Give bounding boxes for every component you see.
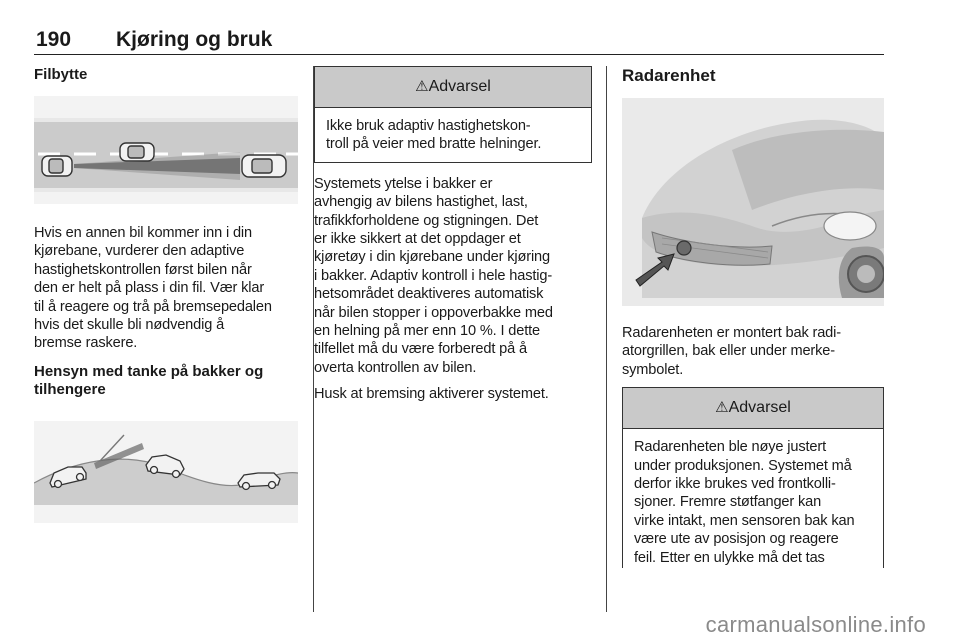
braking-note: Husk at bremsing aktiverer systemet.: [314, 386, 549, 403]
hills-text-line-6: i bakker. Adaptiv kontroll i hele hastig-: [314, 267, 553, 284]
lane-change-line-4: den er helt på plass i din fil. Vær klar: [34, 280, 265, 297]
warning-line-1: Ikke bruk adaptiv hastighetskon-: [326, 118, 531, 134]
warning-box-radar: [622, 387, 884, 568]
warning-line-2: troll på veier med bratte helninger.: [326, 136, 542, 153]
radar-text-line-2: atorgrillen, bak eller under merke-: [622, 343, 835, 360]
lane-change-line-6: hvis det skulle bli nødvendig å: [34, 317, 225, 334]
hills-text-line-9: en helning på mer enn 10 %. I dette: [314, 323, 540, 340]
hills-text-line-1: Systemets ytelse i bakker er: [314, 175, 493, 192]
middle-column: [314, 66, 592, 404]
hills-text-line-5: kjøretøy i din kjørebane under kjøring: [314, 249, 550, 266]
section-heading-lane-change: Filbytte: [34, 66, 88, 83]
warning-body-radar: [623, 429, 883, 568]
section-heading-hills-line-2: tilhengere: [34, 380, 106, 398]
hills-text-line-10: tilfellet må du være forberedt på å: [314, 341, 527, 358]
lane-change-drawing: [34, 96, 298, 204]
warning-header-radar: [623, 388, 883, 429]
lane-change-line-1: Hvis en annen bil kommer inn i din: [34, 225, 252, 241]
lane-change-line-2: kjørebane, vurderer den adaptive: [34, 243, 245, 260]
lane-change-line-5: til å reagere og trå på bremsepedalen: [34, 298, 272, 315]
warning-body: [315, 108, 591, 162]
page-number: 190: [36, 28, 72, 51]
section-heading-radar: Radarenhet: [622, 66, 716, 85]
car-own-icon: [42, 156, 72, 176]
lane-change-line-7: bremse raskere.: [34, 335, 138, 352]
radar-warning-line-7: feil. Etter en ulykke må det tas: [634, 549, 825, 566]
column-divider-right: [606, 66, 607, 612]
car-merging-icon: [120, 143, 154, 161]
hills-illustration: [34, 421, 298, 523]
radar-warning-line-6: være ute av posisjon og reagere: [634, 531, 839, 548]
warning-header: [315, 67, 591, 108]
hills-text-line-4: er ikke sikkert at det oppdager et: [314, 231, 521, 248]
hills-text-line-11: overta kontrollen av bilen.: [314, 359, 477, 376]
section-heading-hills-line-1: Hensyn med tanke på bakker og: [34, 362, 264, 380]
radar-warning-line-4: sjoner. Fremre støtfanger kan: [634, 494, 822, 511]
radar-warning-line-3: derfor ikke brukes ved frontkolli-: [634, 476, 836, 493]
radar-text-line-1: Radarenheten er montert bak radi-: [622, 325, 841, 341]
lane-change-illustration: [34, 96, 298, 204]
radar-car-drawing: [622, 98, 884, 306]
hills-text-line-8: når bilen stopper i oppoverbakke med: [314, 304, 553, 321]
watermark: carmanualsonline.info: [705, 612, 926, 637]
hills-text-line-2: avhengig av bilens hastighet, last,: [314, 194, 528, 211]
lane-change-line-3: hastighetskontrollen først bilen når: [34, 261, 252, 278]
right-column: [622, 66, 884, 568]
left-column: [34, 66, 298, 523]
hills-text-line-3: trafikkforholdene og stigningen. Det: [314, 212, 539, 229]
radar-warning-line-5: virke intakt, men sensoren bak kan: [634, 512, 855, 529]
radar-warning-line-2: under produksjonen. Systemet må: [634, 457, 852, 474]
radar-warning-line-1: Radarenheten ble nøye justert: [634, 439, 826, 456]
radar-unit-illustration: [622, 98, 884, 306]
car-ahead-icon: [242, 155, 286, 177]
page-header: [34, 24, 884, 55]
radar-sensor-icon: [677, 241, 691, 255]
radar-text-line-3: symbolet.: [622, 361, 684, 378]
warning-title: Advarsel: [428, 78, 491, 95]
warning-triangle-icon: ⚠: [415, 78, 429, 95]
hills-text-line-7: hetsområdet deaktiveres automatisk: [314, 286, 544, 303]
hills-drawing: [34, 421, 298, 523]
warning-box-hills: [314, 66, 592, 163]
warning-triangle-icon-radar: ⚠: [715, 399, 729, 417]
warning-title-radar: Advarsel: [728, 399, 791, 417]
page-title: Kjøring og bruk: [116, 28, 273, 51]
